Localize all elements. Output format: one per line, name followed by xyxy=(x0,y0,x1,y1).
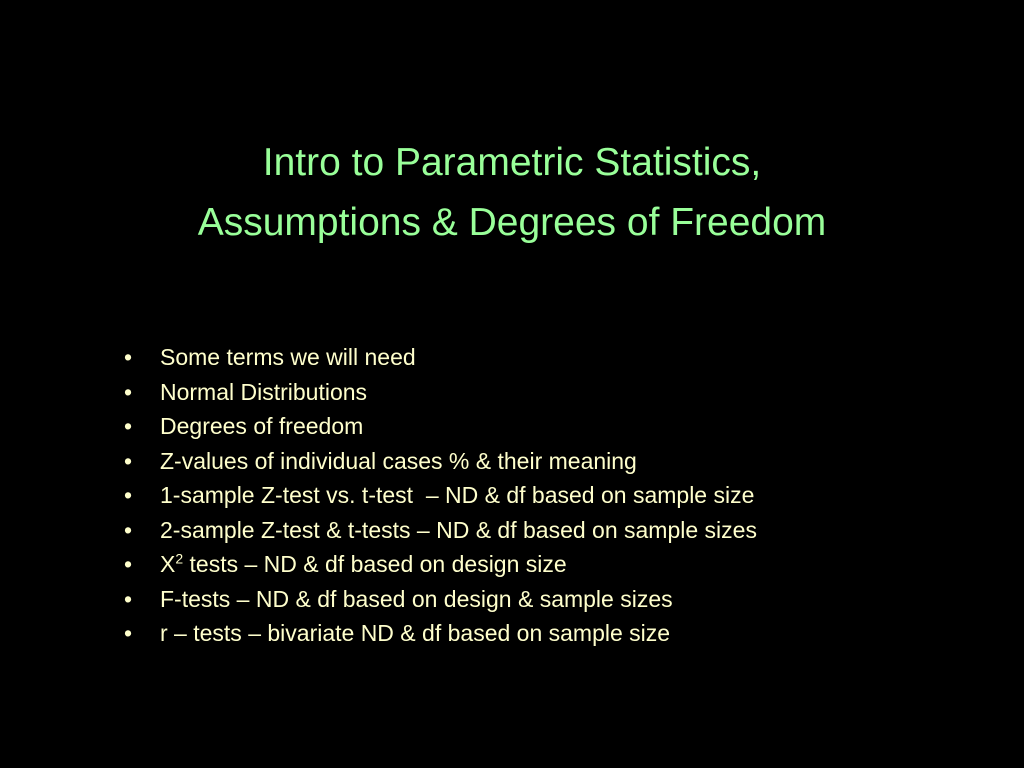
bullet-item xyxy=(119,582,757,617)
bullet-icon: • xyxy=(124,620,133,646)
bullet-item xyxy=(119,513,757,548)
bullet-text: Some terms we will need xyxy=(160,344,416,370)
bullet-icon: • xyxy=(124,378,133,405)
bullet-text: Z-values of individual cases % & their meaning xyxy=(160,447,637,474)
bullet-item xyxy=(119,616,757,651)
bullet-text: Degrees of freedom xyxy=(160,413,364,439)
bullet-icon: • xyxy=(124,551,133,577)
bullet-icon: • xyxy=(124,413,133,439)
bullet-text: 2-sample Z-test & t-tests – ND & df based on sample sizes xyxy=(160,516,757,543)
bullet-text: r – tests – bivariate ND & df based on sample size xyxy=(160,620,671,646)
bullet-item xyxy=(119,340,757,375)
slide-title-line-2: Assumptions & Degrees of Freedom xyxy=(197,201,827,244)
slide-title-line-1: Intro to Parametric Statistics, xyxy=(262,141,762,184)
bullet-icon: • xyxy=(124,482,133,508)
slide-title xyxy=(40,133,984,253)
bullet-item xyxy=(119,444,757,479)
bullet-text: tests – ND & df based on design size xyxy=(183,551,567,577)
bullet-text: 1-sample Z-test vs. t-test – ND & df based on sample size xyxy=(160,482,755,508)
bullet-item xyxy=(119,375,757,410)
bullet-text-prefix: X xyxy=(160,551,176,577)
bullet-text: F-tests – ND & df based on design & sample sizes xyxy=(160,585,673,612)
bullet-text: Normal Distributions xyxy=(160,378,368,405)
bullet-item xyxy=(119,409,757,444)
bullet-text-superscript: 2 xyxy=(175,550,184,567)
bullet-list xyxy=(119,340,757,651)
bullet-icon: • xyxy=(124,447,133,474)
bullet-icon: • xyxy=(124,344,133,370)
bullet-item xyxy=(119,478,757,513)
bullet-item xyxy=(119,547,757,582)
bullet-icon: • xyxy=(124,516,133,543)
bullet-icon: • xyxy=(124,585,133,612)
